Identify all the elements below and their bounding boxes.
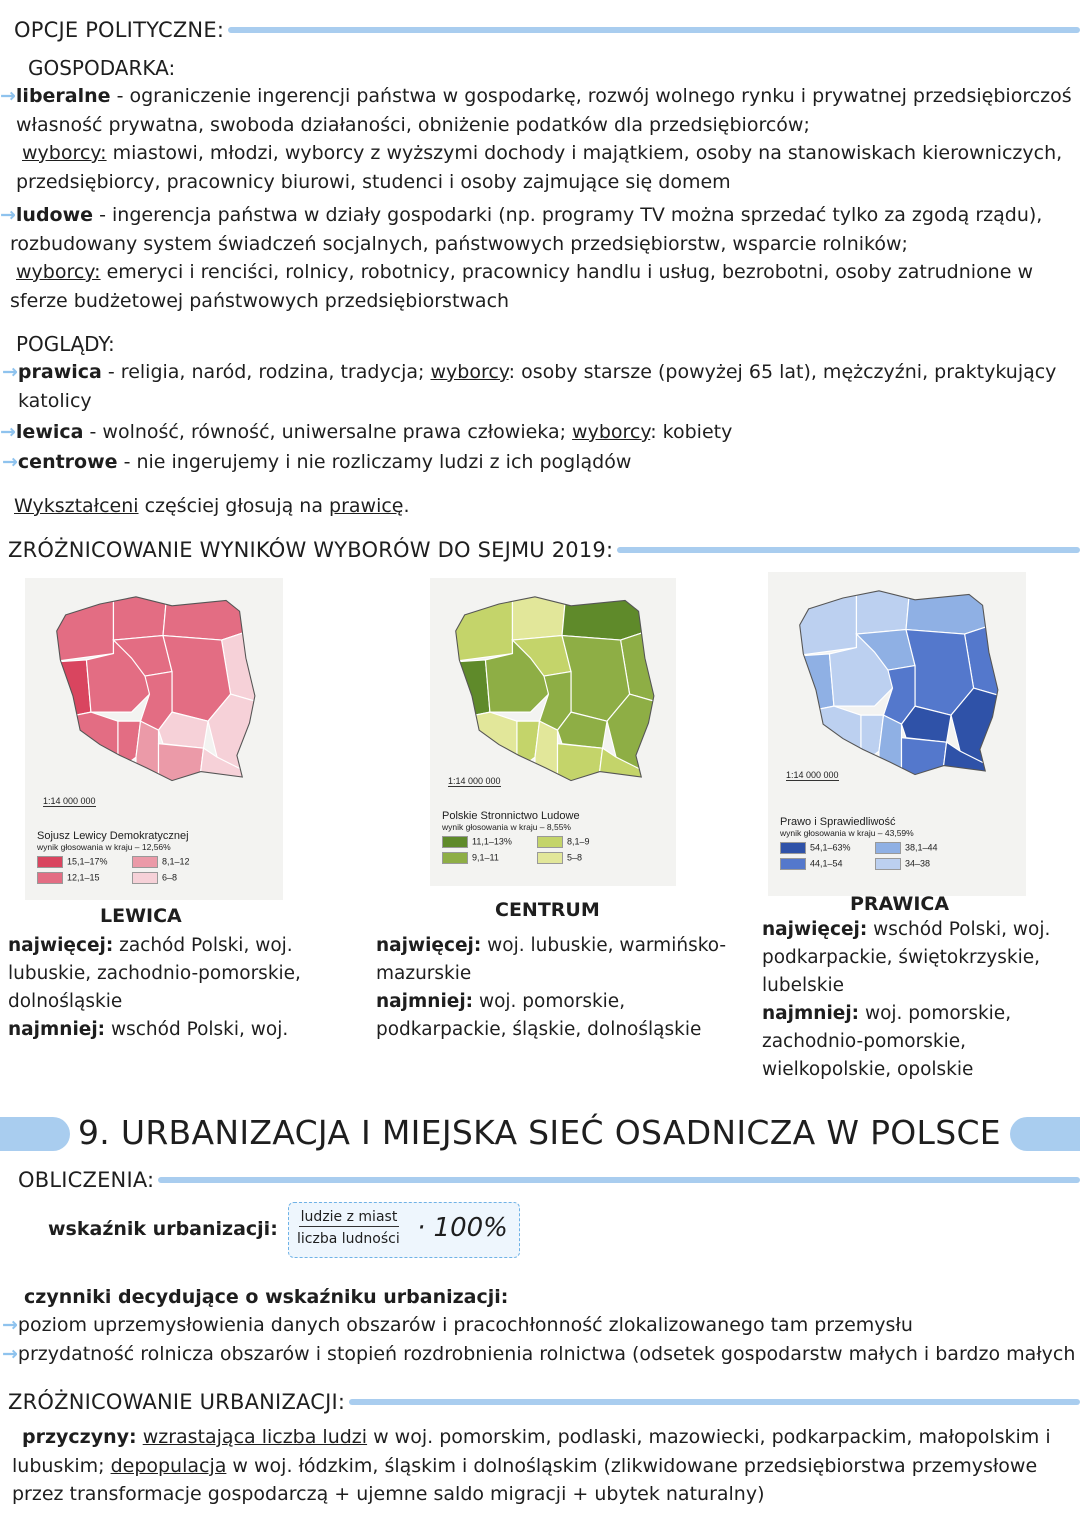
voivodeship-region — [113, 586, 167, 640]
most-label: najwięcej: — [762, 919, 868, 940]
legend-swatch — [875, 858, 901, 870]
section-heading-calculations — [18, 1168, 1080, 1192]
arrow-icon: → — [0, 85, 16, 107]
def: - ingerencja państwa w działy gospodarki (np. programy TV można sprzedać tylko za zgodą rządu), — [93, 204, 1043, 226]
legend-result: wynik głosowania w kraju – 12,56% — [37, 842, 171, 852]
arrow-icon: → — [0, 421, 16, 443]
legend-item — [537, 836, 617, 848]
educated-c: prawicę — [329, 495, 404, 517]
voivodeship-region — [445, 586, 513, 663]
least-text: woj. pomorskie, podkarpackie, śląskie, dolnośląskie — [376, 991, 702, 1040]
def: - nie ingerujemy i nie rozliczamy ludzi z ich poglądów — [117, 451, 632, 473]
voters: : kobiety — [650, 421, 733, 443]
voivodeship-region — [856, 580, 910, 634]
factor-text: przydatność rolnicza obszarów i stopień rozdrobnienia rolnictwa (odsetek gospodarstw małych i bardzo małych — [17, 1343, 1076, 1365]
legend-label: 5–8 — [567, 852, 583, 863]
legend-item — [442, 836, 537, 848]
legend-item — [780, 842, 875, 854]
voters-label: wyborcy — [430, 361, 509, 383]
legend-swatch — [780, 858, 806, 870]
voters-label: wyborcy: — [22, 142, 107, 164]
voivodeship-region — [136, 721, 159, 784]
legend-swatch — [132, 872, 158, 884]
term: centrowe — [17, 451, 118, 473]
voters-label: wyborcy — [572, 421, 651, 443]
legend-party: Sojusz Lewicy Demokratycznej — [37, 830, 189, 842]
legend-label: 44,1–54 — [810, 858, 843, 869]
heading-line — [158, 1177, 1080, 1183]
factor-item — [2, 1314, 913, 1336]
formula-box — [288, 1202, 520, 1258]
map-legend — [37, 830, 212, 884]
map-column-title: PRAWICA — [850, 893, 950, 915]
section-heading-political-options — [14, 18, 1080, 42]
voters: emeryci i renciści, rolnicy, robotnicy, pracownicy handlu i usług, bezrobotni, osoby zatrudnione w — [100, 261, 1033, 283]
legend-label: 12,1–15 — [67, 872, 100, 883]
legend-item — [442, 852, 537, 864]
legend-label: 8,1–9 — [567, 836, 590, 847]
voivodeship-region — [512, 586, 566, 640]
legend-item — [37, 856, 132, 868]
voters: miastowi, młodzi, wyborcy z wyższymi dochody i majątkiem, osoby na stanowiskach kierowniczych, — [106, 142, 1063, 164]
section-heading-election-results — [8, 538, 1080, 562]
legend-item — [780, 858, 875, 870]
voivodeship-region — [445, 712, 517, 771]
legend-label: 9,1–11 — [472, 852, 499, 863]
section-heading-urbanization-diff — [8, 1390, 1080, 1414]
liberal-line4: przedsiębiorcy, pracownicy biurowi, studenci i osoby zajmujące się domem — [16, 171, 731, 193]
legend-swatch — [132, 856, 158, 868]
causes-1: w woj. pomorskim, podlaski, mazowiecki, podkarpackim, małopolskim i — [367, 1426, 1051, 1448]
educated-a: Wykształceni — [14, 495, 139, 517]
map-summary — [376, 932, 736, 1044]
legend-label: 11,1–13% — [472, 836, 512, 847]
heading-text: OPCJE POLITYCZNE: — [14, 18, 225, 42]
title-pill-right — [1010, 1117, 1080, 1151]
voivodeship-region — [445, 660, 490, 721]
least-label: najmniej: — [762, 1003, 860, 1024]
least-text: wschód Polski, woj. — [105, 1019, 289, 1040]
map-legend — [780, 816, 955, 870]
def: - wolność, równość, uniwersalne prawa człowieka; — [83, 421, 573, 443]
poland-map — [778, 580, 1016, 780]
causes-2a: lubuskim; — [12, 1455, 111, 1477]
map-summary — [762, 916, 1062, 1084]
liberal-line2: własność prywatna, swoboda działaności, obniżenie podatków dla przedsiębiorców; — [16, 114, 810, 136]
voivodeship-region — [46, 586, 114, 663]
title-pill-left — [0, 1117, 70, 1151]
factors-heading: czynniki decydujące o wskaźniku urbanizacji: — [24, 1286, 509, 1308]
term: lewica — [15, 421, 84, 443]
voivodeship-region — [789, 580, 857, 657]
legend-label: 15,1–17% — [67, 856, 108, 867]
map-scale: 1:14 000 000 — [448, 776, 501, 786]
heading-line — [228, 27, 1080, 33]
educated-b: częściej głosują na — [138, 495, 330, 517]
most-label: najwięcej: — [376, 935, 482, 956]
causes-u1: wzrastająca liczba ludzi — [142, 1426, 368, 1448]
popular-voters — [16, 261, 1033, 283]
educated-d: . — [403, 495, 410, 517]
causes-line3: przez transformacje gospodarczą + ujemne saldo migracji + ubytek naturalny) — [12, 1483, 765, 1505]
heading-text: OBLICZENIA: — [18, 1168, 155, 1192]
factor-item — [2, 1343, 1075, 1365]
legend-swatch — [37, 872, 63, 884]
formula-denominator: liczba ludności — [297, 1231, 400, 1247]
most-text: woj. lubuskie, warmińsko-mazurskie — [376, 935, 727, 984]
map-column-title: CENTRUM — [495, 899, 600, 921]
most-label: najwięcej: — [8, 935, 114, 956]
popular-line4: sferze budżetowej państwowych przedsiębiorstwach — [10, 290, 510, 312]
voivodeship-region — [562, 586, 661, 640]
legend-item — [875, 858, 955, 870]
economy-heading: GOSPODARKA: — [28, 56, 176, 80]
legend-label: 38,1–44 — [905, 842, 938, 853]
arrow-icon: → — [2, 451, 18, 473]
arrow-icon: → — [0, 204, 16, 226]
formula-multiplier: · 100% — [417, 1213, 508, 1243]
heading-line — [349, 1399, 1080, 1405]
legend-item — [537, 852, 617, 864]
least-label: najmniej: — [376, 991, 474, 1012]
voivodeship-region — [535, 721, 558, 784]
legend-swatch — [37, 856, 63, 868]
arrow-icon: → — [2, 1343, 18, 1365]
map-scale: 1:14 000 000 — [786, 770, 839, 780]
legend-result: wynik głosowania w kraju – 8,55% — [442, 822, 571, 832]
urbanization-index-label: wskaźnik urbanizacji: — [48, 1218, 278, 1240]
causes-label: przyczyny: — [22, 1426, 137, 1448]
causes-line1 — [22, 1426, 1051, 1448]
legend-label: 8,1–12 — [162, 856, 190, 867]
popular-line1 — [0, 204, 1042, 226]
causes-2b: w woj. łódzkim, śląskim i dolnośląskim (zlikwidowane przedsiębiorstwa przemysłowe — [226, 1455, 1038, 1477]
map-legend — [442, 810, 617, 864]
legend-item — [37, 872, 132, 884]
formula-numerator: ludzie z miast — [300, 1209, 398, 1225]
voivodeship-region — [906, 580, 1005, 634]
least-label: najmniej: — [8, 1019, 106, 1040]
term: prawica — [17, 361, 102, 383]
map-column-title: LEWICA — [100, 905, 182, 927]
liberal-line1 — [0, 85, 1072, 107]
term: liberalne — [15, 85, 111, 107]
educated-note — [14, 495, 410, 517]
legend-result: wynik głosowania w kraju – 43,59% — [780, 828, 914, 838]
right-line1 — [2, 361, 1056, 383]
legend-swatch — [442, 852, 468, 864]
voivodeship-region — [789, 706, 861, 765]
map-summary — [8, 932, 328, 1044]
legend-party: Prawo i Sprawiedliwość — [780, 816, 896, 828]
views-heading: POGLĄDY: — [16, 332, 115, 356]
voters-label: wyborcy: — [16, 261, 101, 283]
legend-swatch — [537, 836, 563, 848]
election-map — [25, 578, 283, 900]
heading-line — [617, 547, 1080, 553]
poland-map — [35, 586, 273, 786]
legend-swatch — [442, 836, 468, 848]
legend-party: Polskie Stronnictwo Ludowe — [442, 810, 580, 822]
popular-line2: rozbudowany system świadczeń socjalnych, państwowych przedsiębiorstw, wsparcie rolników; — [10, 233, 908, 255]
least-text: woj. pomorskie, zachodnio-pomorskie, wielkopolskie, opolskie — [762, 1003, 1012, 1080]
heading-text: ZRÓŻNICOWANIE URBANIZACJI: — [8, 1390, 346, 1414]
chapter-title: 9. URBANIZACJA I MIEJSKA SIEĆ OSADNICZA W POLSCE — [78, 1113, 1001, 1152]
voivodeship-region — [163, 586, 262, 640]
legend-item — [132, 872, 212, 884]
arrow-icon: → — [2, 361, 18, 383]
legend-label: 6–8 — [162, 872, 178, 883]
most-text: wschód Polski, woj. podkarpackie, świętokrzyskie, lubelskie — [762, 919, 1051, 996]
left-line — [0, 421, 732, 443]
def: - ograniczenie ingerencji państwa w gospodarkę, rozwój wolnego rynku i prywatnej przedsiębiorczoś — [110, 85, 1072, 107]
factor-text: poziom uprzemysłowienia danych obszarów i pracochłonność zlokalizowanego tam przemysłu — [17, 1314, 913, 1336]
arrow-icon: → — [2, 1314, 18, 1336]
voivodeship-region — [879, 715, 902, 778]
voivodeship-region — [46, 712, 118, 771]
election-map — [430, 578, 676, 886]
right-line2: katolicy — [18, 390, 92, 412]
center-line — [2, 451, 631, 473]
legend-swatch — [875, 842, 901, 854]
election-map — [768, 572, 1026, 896]
legend-item — [875, 842, 955, 854]
heading-text: ZRÓŻNICOWANIE WYNIKÓW WYBORÓW DO SEJMU 2019: — [8, 538, 614, 562]
poland-map — [440, 586, 666, 786]
voivodeship-region — [789, 654, 834, 715]
legend-item — [132, 856, 212, 868]
most-text: zachód Polski, woj. lubuskie, zachodnio-pomorskie, dolnośląskie — [8, 935, 301, 1012]
legend-label: 54,1–63% — [810, 842, 851, 853]
causes-u2: depopulacja — [110, 1455, 227, 1477]
liberal-voters — [22, 142, 1062, 164]
voters: : osoby starsze (powyżej 65 lat), mężczyźni, praktykujący — [508, 361, 1057, 383]
voivodeship-region — [46, 660, 91, 721]
causes-line2 — [12, 1455, 1037, 1477]
def: - religia, naród, rodzina, tradycja; — [101, 361, 431, 383]
term: ludowe — [15, 204, 94, 226]
map-scale: 1:14 000 000 — [43, 796, 96, 806]
legend-swatch — [780, 842, 806, 854]
legend-swatch — [537, 852, 563, 864]
legend-label: 34–38 — [905, 858, 931, 869]
